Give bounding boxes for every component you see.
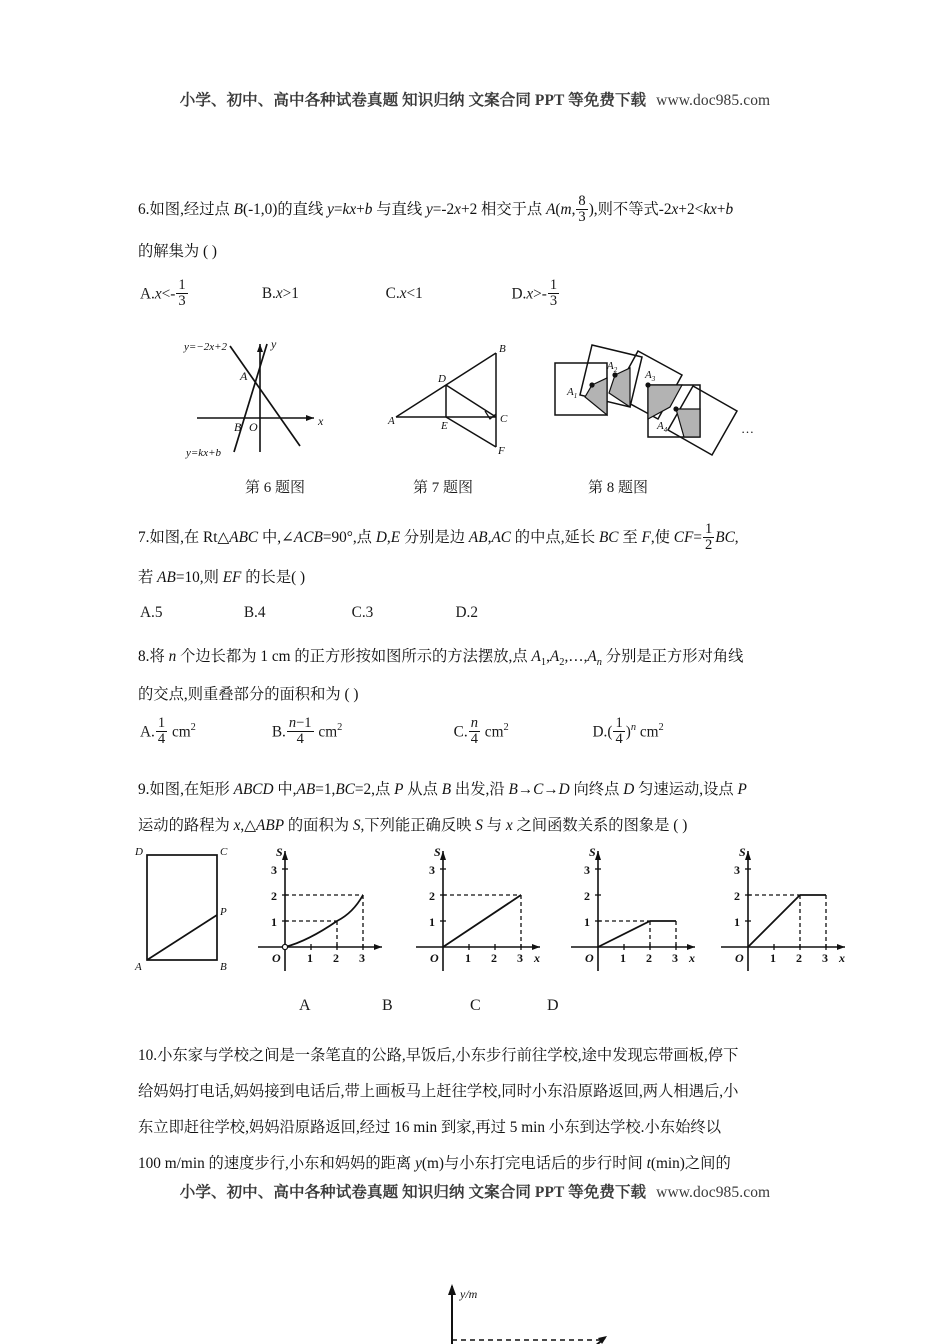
graph-B-xlabel: x [534,951,540,965]
watermark-text: 小学、初中、高中各种试卷真题 知识归纳 文案合同 PPT 等免费下载 [179,92,647,109]
graph-B-ytick-3: 3 [429,863,435,877]
fig6-axis-y-label: y [271,337,277,351]
fig9-label-B: B [220,961,227,973]
option-7-D[interactable]: D.2 [455,604,479,621]
option-6-A[interactable]: A.x<- $\frac{1}{3}$ [140,277,186,309]
choice-label-A[interactable]: A [299,997,311,1014]
graph-C-xtick-1: 1 [620,951,626,965]
fig9-label-P: P [220,906,227,918]
graph-D-ytick-2: 2 [734,889,740,903]
watermark-top [0,88,950,110]
graph-B [408,843,553,975]
graph-C [563,843,708,975]
fig7-label-D: D [438,373,446,385]
question-8-line-1: 8.将 n 个边长都为 1 cm 的正方形按如图所示的方法摆放,点 $A_1,A_2,\dots,A_n$ 分别是正方形对角线 [138,648,744,669]
figure-caption-7: 第 7 题图 [413,480,474,496]
fig6-point-B-label: B [234,420,242,434]
figure-8 [545,333,765,458]
figure-7 [388,335,538,455]
question-9-line-2: 运动的路程为 x,△ABP 的面积为 S,下列能正确反映 S 与 x 之间函数关系的图象是 ( ) [138,817,688,834]
option-8-C[interactable]: C. $\frac{n}{4}$ $cm^2$ [453,715,509,747]
graph-A-origin: O [272,951,281,965]
question-10-line-1: 10.小东家与学校之间是一条笔直的公路,早饭后,小东步行前往学校,途中发现忘带画板,停下 [138,1047,739,1064]
option-6-C[interactable]: C.x<1 [385,285,423,303]
graph-A-xtick-3: 3 [359,951,365,965]
fig6-line2-label: y=kx+b [186,447,221,459]
graph-B-xtick-2: 2 [491,951,497,965]
fig7-label-C: C [500,413,508,425]
fig8-label-A4: $A_4$ [657,420,668,434]
graph-A-ytick-2: 2 [271,889,277,903]
choice-label-C[interactable]: C [470,997,481,1014]
option-7-A[interactable]: A.5 [140,604,163,621]
question-6-line-2: 的解集为 ( ) [138,243,218,260]
graph-B-origin: O [430,951,439,965]
graph-B-xtick-1: 1 [465,951,471,965]
option-8-B[interactable]: B. $\frac{n-1}{4}$ $cm^2$ [271,715,343,747]
graph-C-origin: O [585,951,594,965]
watermark-text-bottom: 小学、初中、高中各种试卷真题 知识归纳 文案合同 PPT 等免费下载 [179,1184,647,1201]
fig8-label-A2: $A_2$ [607,360,618,374]
fig6-point-A-label: A [240,369,248,383]
graph-A-xtick-1: 1 [307,951,313,965]
graph-D-xtick-1: 1 [770,951,776,965]
graph-C-xlabel: x [689,951,695,965]
watermark-bottom [0,1180,950,1202]
question-8-options [140,716,664,747]
question-8-line-2: 的交点,则重叠部分的面积和为 ( ) [138,686,359,703]
question-6-line-1: 6.如图,经过点 B(-1,0)的直线 y=kx+b 与直线 y=-2x+2 相交于点 A(m, $\frac{8}{3}$ ),则不等式-2x+2<kx+b [138,192,734,225]
choice-label-B[interactable]: B [382,997,393,1014]
option-8-A[interactable]: A. $\frac{1}{4}$ $cm^2$ [140,715,196,747]
graph-D-origin: O [735,951,744,965]
graph-C-ytick-1: 1 [584,915,590,929]
option-6-D[interactable]: D.x>- $\frac{1}{3}$ [511,277,558,309]
figure-6 [172,330,342,460]
question-10-line-4: 100 m/min 的速度步行,小东和妈妈的距离 y(m)与小东打完电话后的步行时间 t(min)之间的 [138,1155,731,1172]
fig6-point-O-label: O [249,420,258,434]
graph-B-xtick-3: 3 [517,951,523,965]
graph-C-ytick-2: 2 [584,889,590,903]
graph-C-xtick-2: 2 [646,951,652,965]
graph-D-ytick-1: 1 [734,915,740,929]
graph-D-ylabel: S [739,845,746,859]
question-7-options [140,604,478,622]
fig8-ellipsis: … [741,421,754,436]
watermark-url-bottom: www.doc985.com [656,1184,771,1201]
figure-caption-8: 第 8 题图 [588,480,649,496]
option-7-B[interactable]: B.4 [243,604,266,621]
graph-C-xtick-3: 3 [672,951,678,965]
fig7-label-E: E [441,420,448,432]
fig6-line1-label: y=−2x+2 [184,341,228,353]
question-10-line-2: 给妈妈打电话,妈妈接到电话后,带上画板马上赶往学校,同时小东沿原路返回,两人相遇后,小 [138,1083,739,1100]
question-7-line-2: 若 AB=10,则 EF 的长是( ) [138,569,306,586]
graph-A [250,843,395,975]
fig8-label-A3: $A_3$ [645,369,656,383]
fig9-label-A: A [135,961,142,973]
question-7-line-1: 7.如图,在 Rt△ABC 中,∠ACB=90°,点 D,E 分别是边 AB,AC 的中点,延长 BC 至 F,使 CF= $\frac{1}{2}$ BC, [138,520,739,553]
fig7-label-B: B [499,343,506,355]
graph-A-xtick-2: 2 [333,951,339,965]
fig9-label-D: D [135,846,143,858]
fig6-axis-x-label: x [318,414,324,428]
fig7-label-F: F [498,445,505,457]
option-8-D[interactable]: D.( $\frac{1}{4}$ )$^n$ $cm^2$ [592,715,664,747]
graph-A-ytick-1: 1 [271,915,277,929]
question-10-line-3: 东立即赶往学校,妈妈沿原路返回,经过 16 min 到家,再过 5 min 小东到达学校.小东始终以 [138,1119,721,1136]
option-7-C[interactable]: C.3 [351,604,374,621]
graph-D-xlabel: x [839,951,845,965]
graph-B-ylabel: S [434,845,441,859]
figure-9-rectangle [132,843,237,973]
figure-10-partial [420,1278,680,1344]
graph-A-ylabel: S [276,845,283,859]
graph-D [713,843,858,975]
choice-label-D[interactable]: D [547,997,559,1014]
option-6-B[interactable]: B.x>1 [261,285,299,303]
question-9-line-1: 9.如图,在矩形 ABCD 中,AB=1,BC=2,点 P 从点 B 出发,沿 B→C→D 向终点 D 匀速运动,设点 P [138,781,747,798]
graph-D-xtick-3: 3 [822,951,828,965]
graph-B-ytick-1: 1 [429,915,435,929]
figure-caption-6: 第 6 题图 [245,480,306,496]
fig8-label-A1: $A_1$ [567,386,578,400]
watermark-url: www.doc985.com [656,92,771,109]
fig10-ylabel: y/m [460,1287,478,1301]
graph-C-ylabel: S [589,845,596,859]
fig9-label-C: C [220,846,228,858]
graph-B-ytick-2: 2 [429,889,435,903]
question-6-options [140,278,560,309]
graph-A-ytick-3: 3 [271,863,277,877]
graph-D-ytick-3: 3 [734,863,740,877]
graph-D-xtick-2: 2 [796,951,802,965]
graph-C-ytick-3: 3 [584,863,590,877]
fig7-label-A: A [388,415,395,427]
